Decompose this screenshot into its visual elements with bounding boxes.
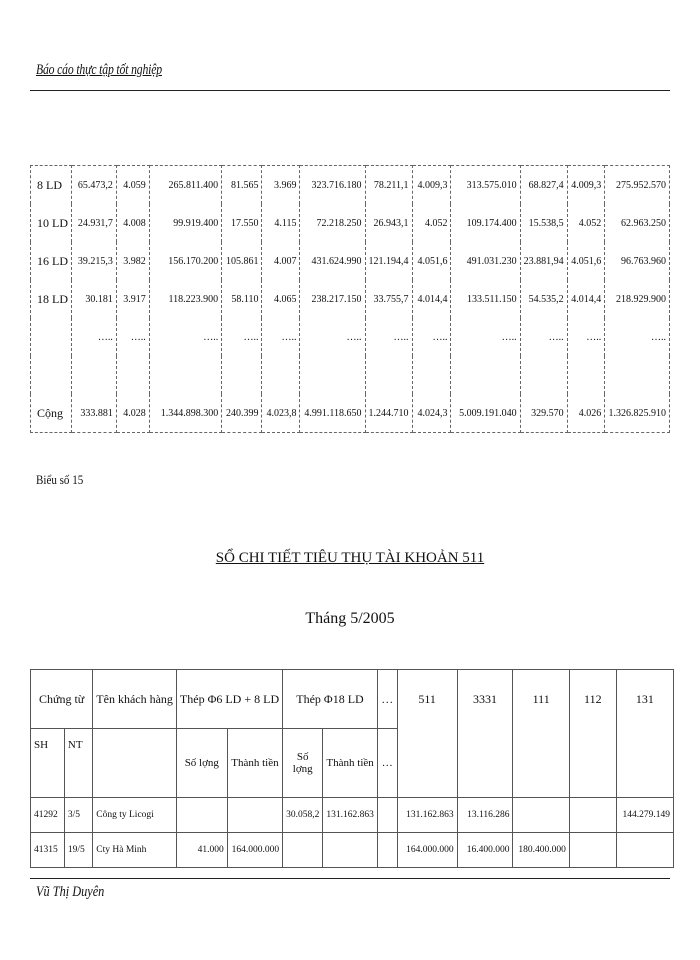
summary-cell: 4.026 [567,394,605,433]
summary-cell: 4.051,6 [412,242,451,280]
summary-cell: ….. [365,318,412,356]
summary-cell: 39.215,3 [72,242,117,280]
summary-cell: 109.174.400 [451,204,520,242]
col-chung-tu: Chứng từ [31,670,93,729]
col-kh-blank [93,729,177,798]
col-112: 112 [569,670,616,798]
summary-cell: 3.982 [116,242,149,280]
header-rule [30,90,670,91]
ledger-cell-kh: Công ty Licogi [93,798,177,833]
footer-rule [30,878,670,879]
summary-cell: ….. [605,318,670,356]
ledger-cell-tt1 [227,798,282,833]
summary-cell [300,356,365,394]
summary-cell: ….. [262,318,300,356]
col-thanh-tien-2: Thành tiền [323,729,378,798]
summary-cell [72,356,117,394]
summary-cell [262,356,300,394]
col-3331: 3331 [457,670,513,798]
col-thanh-tien-1: Thành tiền [227,729,282,798]
ledger-cell-sl1 [176,798,227,833]
summary-cell: ….. [412,318,451,356]
ledger-row [31,798,674,833]
summary-cell: 265.811.400 [149,166,221,205]
summary-cell: ….. [520,318,567,356]
col-ten-khach-hang: Tên khách hàng [93,670,177,729]
ledger-cell-dots [377,798,397,833]
summary-cell: 3.917 [116,280,149,318]
summary-cell: 105.861 [222,242,262,280]
ledger-table [30,669,674,868]
summary-cell: 491.031.230 [451,242,520,280]
summary-row [31,318,670,356]
summary-row-label [31,318,72,356]
ledger-cell-a111: 180.400.000 [513,833,569,868]
summary-cell: 1.244.710 [365,394,412,433]
summary-cell: 4.009,3 [412,166,451,205]
col-so-luong-2-line2: lợng [292,763,313,775]
summary-row-label: 16 LD [31,242,72,280]
summary-cell: 15.538,5 [520,204,567,242]
form-number: Biểu số 15 [36,472,84,487]
col-sh: SH [31,729,65,798]
summary-cell: ….. [116,318,149,356]
summary-row-label: 10 LD [31,204,72,242]
summary-cell: 4.008 [116,204,149,242]
summary-cell: 238.217.150 [300,280,365,318]
ledger-header-row [31,670,674,729]
summary-cell: 4.065 [262,280,300,318]
summary-cell: 4.115 [262,204,300,242]
ledger-cell-a511: 164.000.000 [397,833,457,868]
summary-cell: 23.881,94 [520,242,567,280]
summary-cell [116,356,149,394]
col-dots: … [377,670,397,729]
summary-cell: 96.763.960 [605,242,670,280]
summary-row [31,356,670,394]
summary-row [31,280,670,318]
summary-cell: 4.014,4 [567,280,605,318]
summary-cell: 4.052 [567,204,605,242]
summary-cell: 156.170.200 [149,242,221,280]
summary-cell [520,356,567,394]
summary-cell: 431.624.990 [300,242,365,280]
summary-cell: 4.059 [116,166,149,205]
summary-cell: 68.827,4 [520,166,567,205]
col-thep-6-8: Thép Φ6 LD + 8 LD [176,670,282,729]
ledger-cell-a111 [513,798,569,833]
summary-cell [451,356,520,394]
summary-row-label: Cộng [31,394,72,433]
summary-cell: 218.929.900 [605,280,670,318]
ledger-cell-sh: 41315 [31,833,65,868]
summary-cell: 81.565 [222,166,262,205]
ledger-cell-tt2 [323,833,378,868]
summary-cell: 323.716.180 [300,166,365,205]
summary-table [30,165,670,433]
summary-cell: 133.511.150 [451,280,520,318]
ledger-cell-a3331: 13.116.286 [457,798,513,833]
summary-cell: ….. [149,318,221,356]
ledger-cell-sl1: 41.000 [176,833,227,868]
col-111: 111 [513,670,569,798]
ledger-cell-sh: 41292 [31,798,65,833]
summary-cell: 4.028 [116,394,149,433]
summary-cell: 17.550 [222,204,262,242]
summary-cell [365,356,412,394]
ledger-cell-nt: 3/5 [64,798,92,833]
summary-cell: 4.024,3 [412,394,451,433]
summary-cell: 240.399 [222,394,262,433]
page-header: Báo cáo thực tập tốt nghiệp [36,62,162,78]
summary-cell: ….. [222,318,262,356]
summary-cell [149,356,221,394]
col-so-luong-2-line1: Số [296,751,309,763]
summary-cell: 54.535,2 [520,280,567,318]
summary-cell: 4.051,6 [567,242,605,280]
summary-row [31,166,670,205]
summary-cell: ….. [300,318,365,356]
summary-cell: 4.014,4 [412,280,451,318]
summary-cell: 4.052 [412,204,451,242]
summary-cell: 5.009.191.040 [451,394,520,433]
summary-cell [567,356,605,394]
page-subtitle: Tháng 5/2005 [305,610,395,627]
summary-cell: 72.218.250 [300,204,365,242]
summary-cell: 62.963.250 [605,204,670,242]
footer-author: Vũ Thị Duyên [36,884,105,900]
ledger-cell-nt: 19/5 [64,833,92,868]
ledger-cell-sl2 [283,833,323,868]
summary-cell: 118.223.900 [149,280,221,318]
col-131: 131 [616,670,673,798]
ledger-cell-sl2: 30.058,2 [283,798,323,833]
summary-cell: 4.991.118.650 [300,394,365,433]
ledger-cell-a131 [616,833,673,868]
col-thep-18: Thép Φ18 LD [283,670,378,729]
summary-cell: ….. [72,318,117,356]
summary-row [31,394,670,433]
summary-row-label [31,356,72,394]
ledger-cell-dots [377,833,397,868]
summary-cell [222,356,262,394]
col-dots-2: … [377,729,397,798]
summary-cell: 24.931,7 [72,204,117,242]
col-so-luong-1: Số lợng [176,729,227,798]
summary-row-label: 18 LD [31,280,72,318]
summary-cell: 26.943,1 [365,204,412,242]
summary-cell: 65.473,2 [72,166,117,205]
summary-cell: 329.570 [520,394,567,433]
summary-cell: 4.007 [262,242,300,280]
summary-cell: 30.181 [72,280,117,318]
summary-cell: 275.952.570 [605,166,670,205]
ledger-cell-a131: 144.279.149 [616,798,673,833]
ledger-cell-a112 [569,833,616,868]
summary-cell [605,356,670,394]
summary-cell: 4.009,3 [567,166,605,205]
summary-cell: ….. [451,318,520,356]
col-so-luong-2 [283,729,323,798]
summary-row [31,242,670,280]
ledger-cell-kh: Cty Hà Minh [93,833,177,868]
ledger-row [31,833,674,868]
summary-cell: 33.755,7 [365,280,412,318]
ledger-cell-tt2: 131.162.863 [323,798,378,833]
summary-cell: 313.575.010 [451,166,520,205]
summary-cell: 4.023,8 [262,394,300,433]
summary-cell: 121.194,4 [365,242,412,280]
ledger-cell-a511: 131.162.863 [397,798,457,833]
summary-cell: 78.211,1 [365,166,412,205]
summary-row [31,204,670,242]
summary-cell: 58.110 [222,280,262,318]
summary-cell: 333.881 [72,394,117,433]
summary-cell: 3.969 [262,166,300,205]
col-nt: NT [64,729,92,798]
page-title: SỔ CHI TIẾT TIÊU THỤ TÀI KHOẢN 511 [215,550,485,566]
ledger-cell-a112 [569,798,616,833]
summary-cell: 1.326.825.910 [605,394,670,433]
summary-cell [412,356,451,394]
summary-row-label: 8 LD [31,166,72,205]
ledger-cell-a3331: 16.400.000 [457,833,513,868]
summary-cell: 1.344.898.300 [149,394,221,433]
summary-cell: 99.919.400 [149,204,221,242]
summary-cell: ….. [567,318,605,356]
ledger-cell-tt1: 164.000.000 [227,833,282,868]
col-511: 511 [397,670,457,798]
